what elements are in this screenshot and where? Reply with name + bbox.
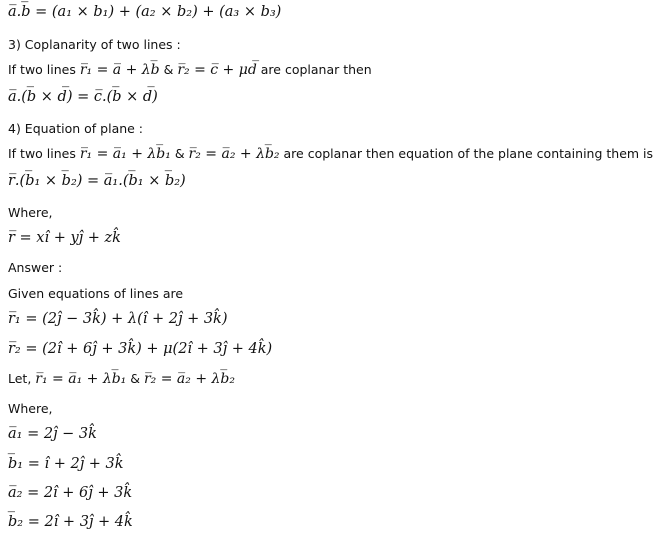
let-statement (8, 371, 235, 387)
plane-statement (8, 146, 653, 162)
plane-equation: r̅.(b̅₁ × b̅₂) = a̅₁.(b̅₁ × b̅₂) (8, 173, 186, 189)
let-line-two-equation: r̅₂ = a̅₂ + λb̅₂ (143, 371, 235, 387)
where-label-2: Where, (8, 401, 53, 416)
section-heading-coplanarity: 3) Coplanarity of two lines : (8, 37, 181, 52)
given-lines-text: Given equations of lines are (8, 286, 184, 301)
answer-label: Answer : (8, 260, 63, 275)
coplanarity-prefix: If two lines (8, 62, 80, 77)
dot-product-formula: a̅.b̅ = (a₁ × b₁) + (a₂ × b₂) + (a₃ × b₃) (8, 4, 282, 20)
ampersand: & (126, 371, 144, 386)
coplanarity-suffix: are coplanar then (256, 62, 372, 77)
line-one-equation: r̅₁ = a̅ + λb̅ (79, 62, 160, 78)
plane-suffix: are coplanar then equation of the plane containing them is (279, 146, 653, 161)
coplanarity-condition: a̅.(b̅ × d̅) = c̅.(b̅ × d̅) (8, 89, 158, 105)
line-two-equation: r̅₂ = c̅ + μd̅ (177, 62, 257, 78)
plane-line-two-equation: r̅₂ = a̅₂ + λb̅₂ (188, 146, 280, 162)
a1-vector: a̅₁ = 2ĵ − 3k̂ (8, 426, 97, 442)
section-heading-plane: 4) Equation of plane : (8, 121, 144, 136)
position-vector-definition: r̅ = xî + yĵ + zk̂ (8, 230, 121, 246)
plane-line-one-equation: r̅₁ = a̅₁ + λb̅₁ (79, 146, 171, 162)
where-label-1: Where, (8, 205, 53, 220)
coplanarity-statement (8, 62, 372, 78)
given-line-one: r̅₁ = (2ĵ − 3k̂) + λ(î + 2ĵ + 3k̂) (8, 311, 228, 327)
let-prefix: Let, (8, 371, 36, 386)
ampersand: & (159, 62, 178, 77)
ampersand: & (170, 146, 189, 161)
plane-prefix: If two lines (8, 146, 80, 161)
b2-vector: b̅₂ = 2î + 3ĵ + 4k̂ (8, 514, 133, 530)
given-line-two: r̅₂ = (2î + 6ĵ + 3k̂) + μ(2î + 3ĵ + 4k̂) (8, 341, 273, 357)
a2-vector: a̅₂ = 2î + 6ĵ + 3k̂ (8, 485, 133, 501)
b1-vector: b̅₁ = î + 2ĵ + 3k̂ (8, 456, 124, 472)
let-line-one-equation: r̅₁ = a̅₁ + λb̅₁ (35, 371, 127, 387)
